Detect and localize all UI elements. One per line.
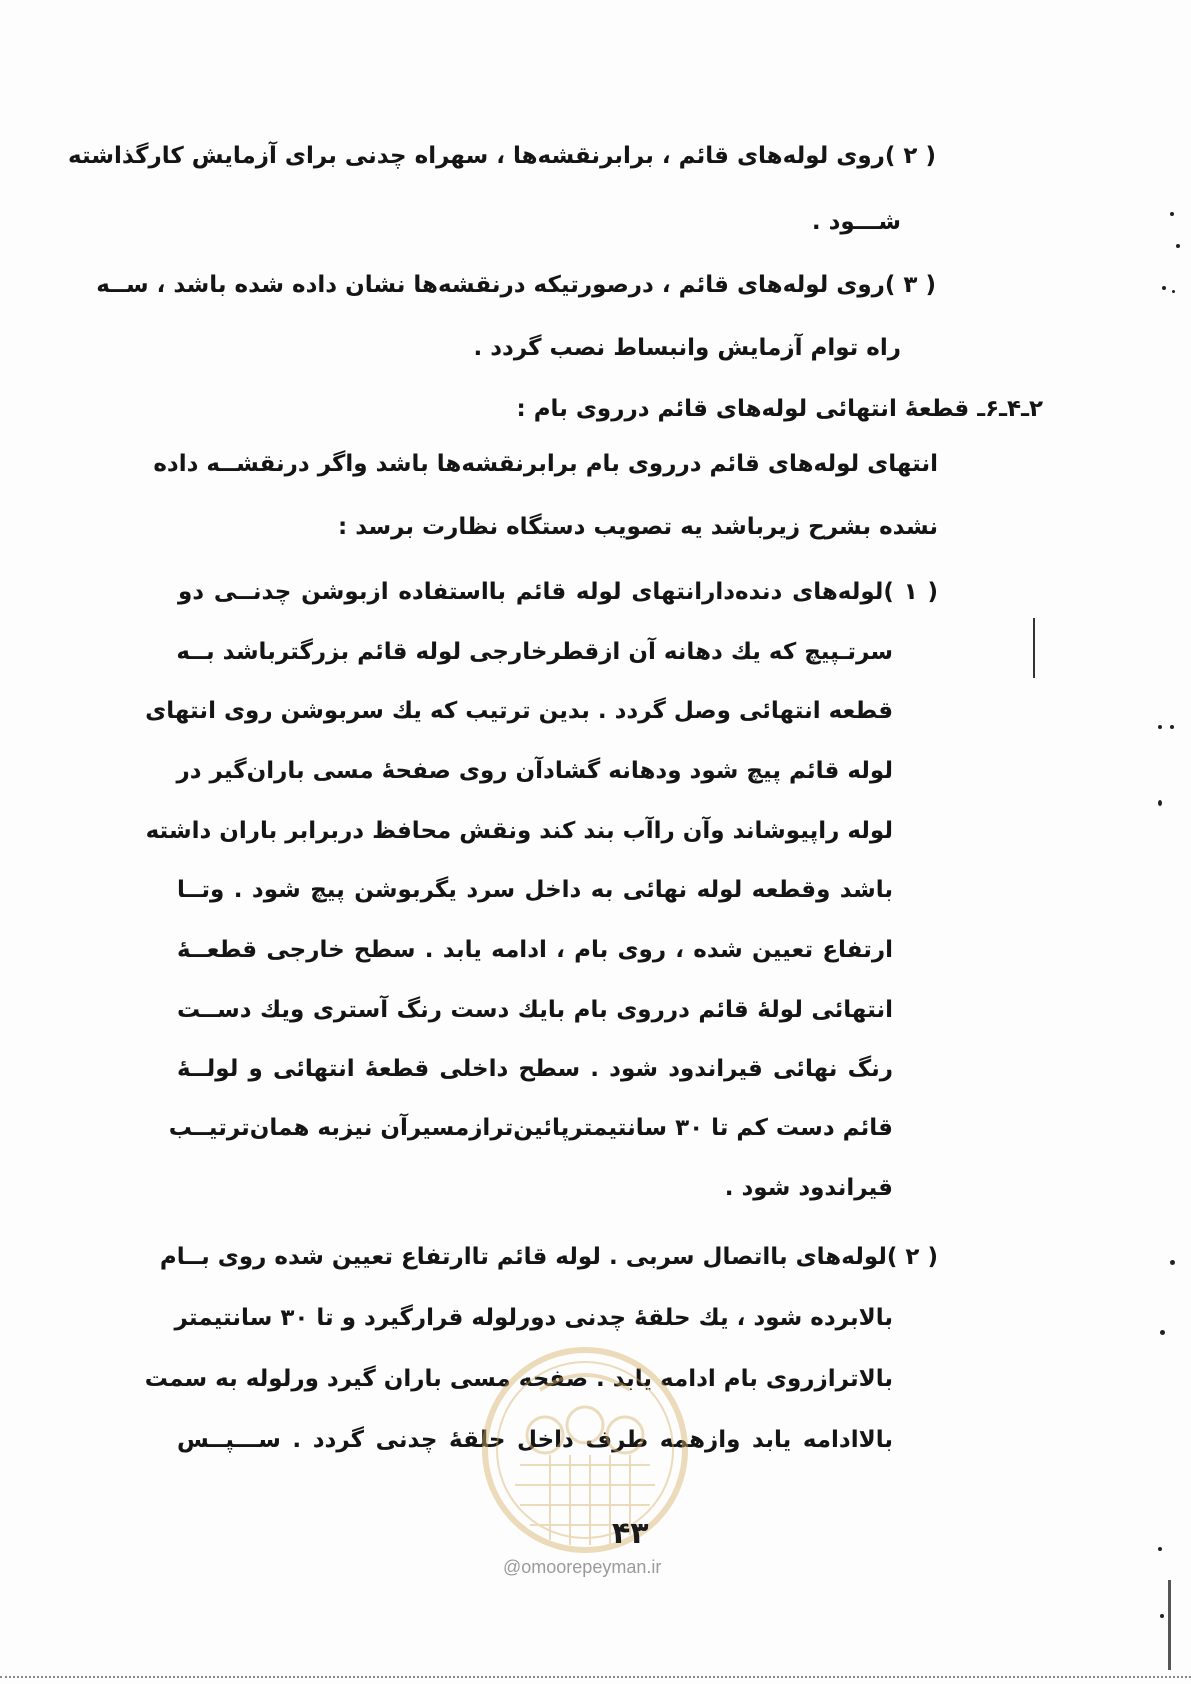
section-heading: ۲ـ۴ـ۶ـ قطعه‌ٔ انتهائی لوله‌های قائم درروی بام : (516, 396, 1043, 422)
text-line: راه توام آزمایش وانبساط نصب گردد . (473, 335, 901, 361)
text-line: لوله قائم پیچ شود ودهانه گشادآن روی صفحهٔ مسی باران‌گیر در (176, 758, 893, 784)
scan-speck (1162, 286, 1166, 290)
text-line: ( ۱ )لوله‌های دنده‌دارانتهای لوله قائم بااستفاده ازبوشن چدنــی دو (178, 579, 938, 605)
scan-speck (1160, 1614, 1164, 1618)
text-line: بالاادامه یابد وازهمه طرف داخل حلقهٔ چدنی گردد . ســـپــس (177, 1427, 893, 1453)
text-line: شـــود . (811, 209, 901, 235)
text-line: بالاترازروی بام ادامه یابد . صفحه مسی باران گیرد ورلوله به سمت (144, 1366, 893, 1392)
scan-speck (1158, 1547, 1162, 1551)
scan-speck (1170, 725, 1174, 729)
scan-speck (1158, 800, 1162, 806)
scan-speck (1158, 725, 1162, 729)
text-line: قائم دست کم تا ۳۰ سانتیمترپائین‌ترازمسیرآن نیزبه همان‌ترتیــب (168, 1115, 893, 1141)
scan-speck (1170, 212, 1174, 216)
text-line: رنگ نهائی قیراندود شود . سطح داخلی قطعهٔ انتهائی و لولــهٔ (177, 1056, 893, 1082)
scan-bottom-edge (0, 1676, 1191, 1678)
text-line: باشد وقطعه لوله نهائی به داخل سرد یگربوشن پیچ شود . وتــا (177, 877, 893, 903)
scan-speck (1172, 290, 1175, 293)
text-line: انتهائی لولهٔ قائم درروی بام بایك دست رنگ آستری ویك دســت (177, 997, 893, 1023)
scan-speck (1176, 244, 1180, 248)
text-line: ( ۲ )روی لوله‌های قائم ، برابرنقشه‌ها ، سهراه چدنی برای آزمایش کارگذاشته (68, 143, 936, 169)
website-watermark: @omoorepeyman.ir (503, 1557, 662, 1577)
text-line: انتهای لوله‌های قائم درروی بام برابرنقشه‌ها باشد واگر درنقشــه داده (153, 451, 938, 477)
scan-speck (1170, 1260, 1175, 1265)
text-line: سرتـپیچ که یك دهانه آن ازقطرخارجی لوله قائم بزرگترباشد بــه (176, 639, 893, 665)
text-line: قیراندود شود . (724, 1175, 893, 1201)
text-line: ارتفاع تعیین شده ، روی بام ، ادامه یابد . سطح خارجی قطعــهٔ (177, 937, 893, 963)
watermark-seal-icon (480, 1345, 690, 1555)
text-line: ( ۳ )روی لوله‌های قائم ، درصورتیکه درنقشه‌ها نشان داده شده باشد ، ســه (96, 272, 936, 298)
text-line: نشده بشرح زیرباشد یه تصویب دستگاه نظارت برسد : (337, 514, 938, 540)
text-line: بالابرده شود ، یك حلقهٔ چدنی دورلوله قرارگیرد و تا ۳۰ سانتیمتر (174, 1305, 893, 1331)
text-line: لوله راپیوشاند وآن راآب بند کند ونقش محافظ دربرابر باران داشته (145, 818, 893, 844)
page-number: ۴۳ (612, 1516, 649, 1551)
text-line: ( ۲ )لوله‌های بااتصال سربی . لوله قائم تاارتفاع تعیین شده روی بــام (159, 1244, 938, 1270)
text-line: قطعه انتهائی وصل گردد . بدین ترتیب که یك سربوشن روی انتهای (145, 698, 893, 724)
scan-mark (1168, 1580, 1171, 1670)
scan-mark (1033, 618, 1035, 678)
scan-speck (1160, 1330, 1165, 1335)
